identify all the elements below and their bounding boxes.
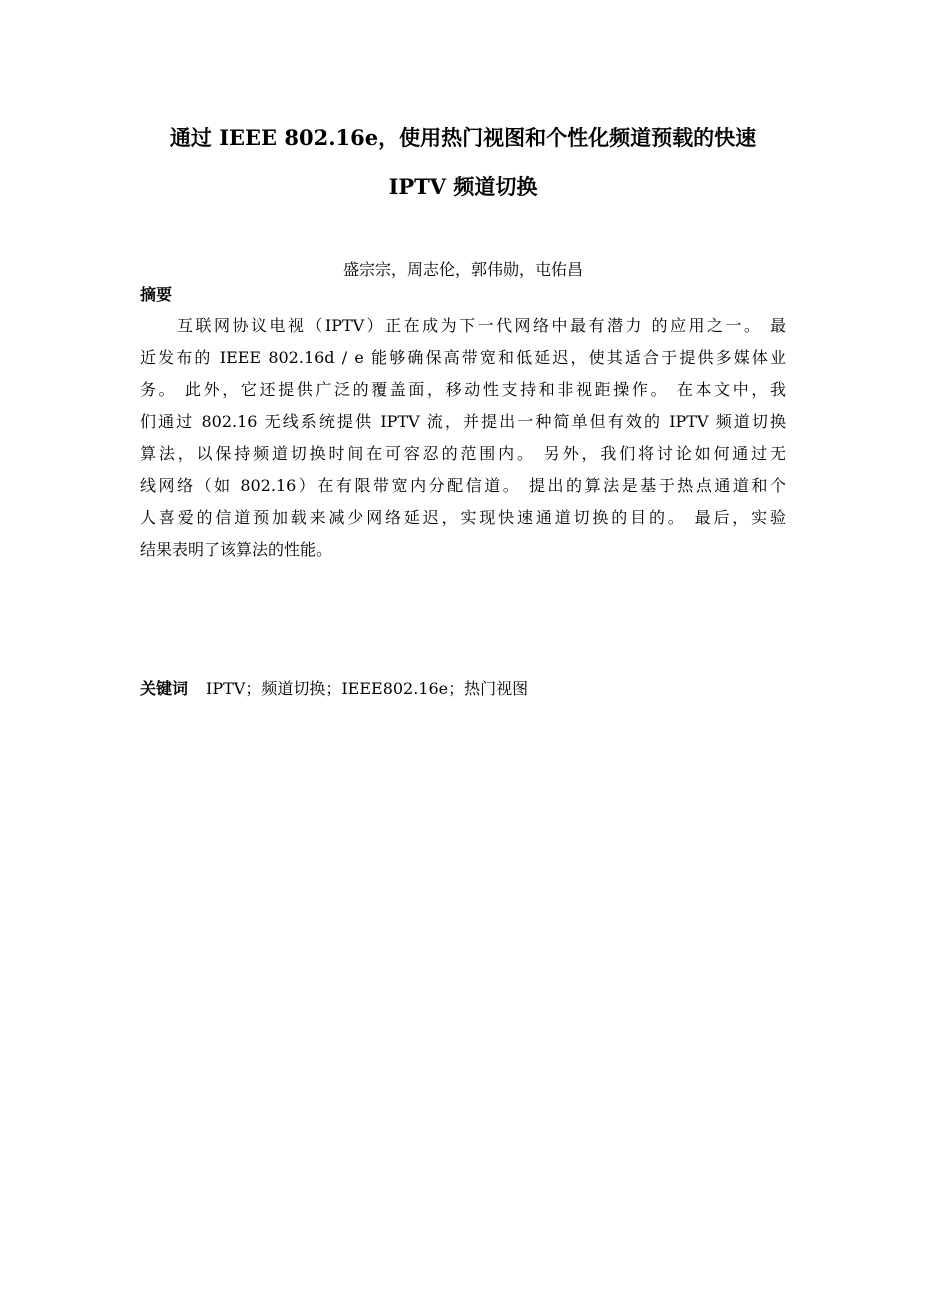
abstract-line: 们通过 802.16 无线系统提供 IPTV 流，并提出一种简单但有效的 IPTV 频道切换 (140, 412, 786, 431)
abstract-line: 线网络（如 802.16）在有限带宽内分配信道。 提出的算法是基于热点通道和个 (140, 476, 786, 495)
abstract-line: 务。 此外，它还提供广泛的覆盖面，移动性支持和非视距操作。 在本文中，我 (140, 380, 786, 399)
author-list: 盛宗宗，周志伦，郭伟勋，屯佑昌 (342, 260, 583, 279)
keywords-list: IPTV；频道切换；IEEE802.16e；热门视图 (206, 679, 529, 698)
abstract-line: 人喜爱的信道预加载来减少网络延迟，实现快速通道切换的目的。 最后，实验 (140, 508, 786, 527)
abstract-body (140, 310, 786, 566)
abstract-line: 互联网协议电视（IPTV）正在成为下一代网络中最有潜力 的应用之一。 最 (177, 316, 786, 335)
abstract-heading: 摘要 (140, 285, 173, 304)
abstract-line: 结果表明了该算法的性能。 (140, 540, 333, 559)
abstract-line: 算法，以保持频道切换时间在可容忍的范围内。 另外，我们将讨论如何通过无 (140, 444, 786, 463)
paper-title-line-1: 通过 IEEE 802.16e，使用热门视图和个性化频道预载的快速 (169, 125, 757, 150)
abstract-line: 近发布的 IEEE 802.16d / e 能够确保高带宽和低延迟，使其适合于提供多媒体业 (140, 348, 786, 367)
keywords-label: 关键词 (140, 679, 189, 698)
paper-title-line-2: IPTV 频道切换 (388, 174, 538, 199)
keywords-row (140, 677, 528, 701)
